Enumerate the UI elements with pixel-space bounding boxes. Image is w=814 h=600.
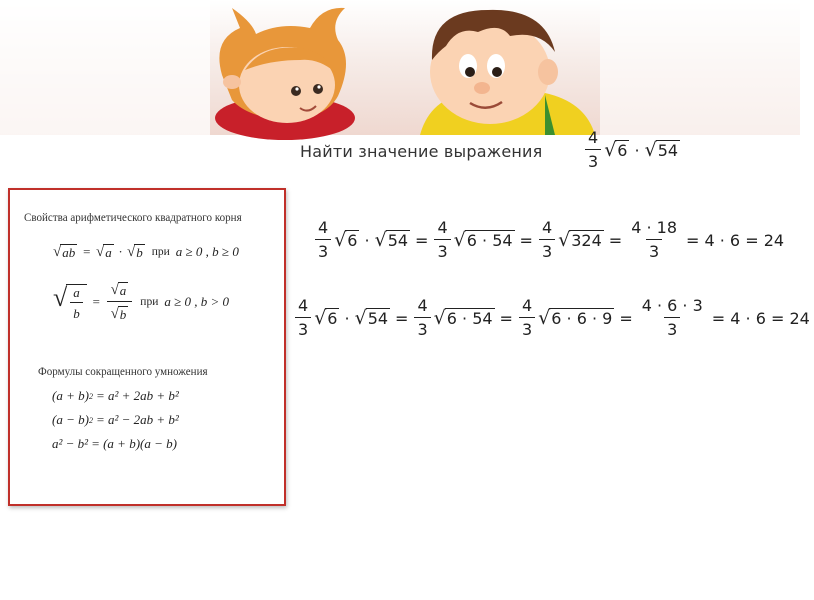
sqrt-product-property: √ ab = √ a · √ b при a ≥ 0 , b ≥ 0 [53, 244, 239, 260]
sqrt: √ 6 · 54 [433, 307, 493, 329]
square-of-difference-formula: (a − b) 2 = a² − 2ab + b² [52, 412, 179, 427]
fraction-numerator: 4 [588, 128, 599, 147]
sqrt: √ 6 [334, 229, 358, 251]
result-tail: = 4 · 6 = 24 [711, 308, 810, 328]
solution-line-2 [293, 298, 814, 338]
difference-of-squares-formula: a² − b² = (a + b)(a − b) [52, 436, 177, 451]
reference-box [8, 188, 286, 506]
sqrt-properties-heading: Свойства арифметического квадратного корня [24, 210, 242, 224]
task-coefficient [585, 130, 601, 170]
task-label: Найти значение выражения [300, 142, 543, 161]
kids-illustration [0, 0, 800, 135]
task-expression [583, 130, 681, 170]
fraction: $\frac{4}{3}$ [315, 220, 331, 260]
sqrt-quotient-property: √ $\frac{a}{b}$ = √ a √ b при a ≥ 0 , b > 0 [53, 282, 230, 323]
square-of-sum-formula: (a + b) 2 = a² + 2ab + b² [52, 388, 179, 403]
equals-sign: = [619, 308, 633, 328]
fraction-denominator: 3 [585, 149, 601, 170]
fraction: $\frac{4}{3}$ [295, 298, 311, 338]
radicand: 6 [617, 141, 628, 160]
equals-sign: = [415, 230, 429, 250]
sqrt-54: √ 54 [644, 139, 679, 161]
sqrt: √ 6 [314, 307, 338, 329]
solution-line-1 [313, 220, 788, 260]
radicand: 54 [657, 141, 679, 160]
fraction: $\frac{4}{3}$ [539, 220, 555, 260]
sqrt: √ 6 · 6 · 9 [538, 307, 613, 329]
multiply-dot: · [634, 140, 640, 160]
sqrt: √ 6 · 54 [453, 229, 513, 251]
sqrt: √ 54 [354, 307, 389, 329]
fraction: $\frac{4}{3}$ [519, 298, 535, 338]
fraction: $\frac{4 \cdot 6 \cdot 3}{3}$ [641, 296, 703, 339]
equals-sign: = [608, 230, 623, 250]
result-tail: = 4 · 6 = 24 [686, 230, 785, 250]
formulas-heading: Формулы сокращенного умножения [38, 364, 208, 378]
equals-sign: = [499, 308, 513, 328]
fraction: $\frac{4}{3}$ [414, 298, 430, 338]
equals-sign: = [519, 230, 533, 250]
multiply-dot: · [364, 230, 370, 250]
sqrt-6: √ 6 [604, 139, 628, 161]
sqrt: √ 324 [558, 229, 602, 251]
sqrt: √ 54 [374, 229, 409, 251]
fraction: $\frac{4}{3}$ [434, 220, 450, 260]
multiply-dot: · [344, 308, 350, 328]
fraction: $\frac{4 \cdot 18}{3}$ [631, 218, 677, 261]
header-illustration [0, 0, 800, 135]
equals-sign: = [395, 308, 409, 328]
